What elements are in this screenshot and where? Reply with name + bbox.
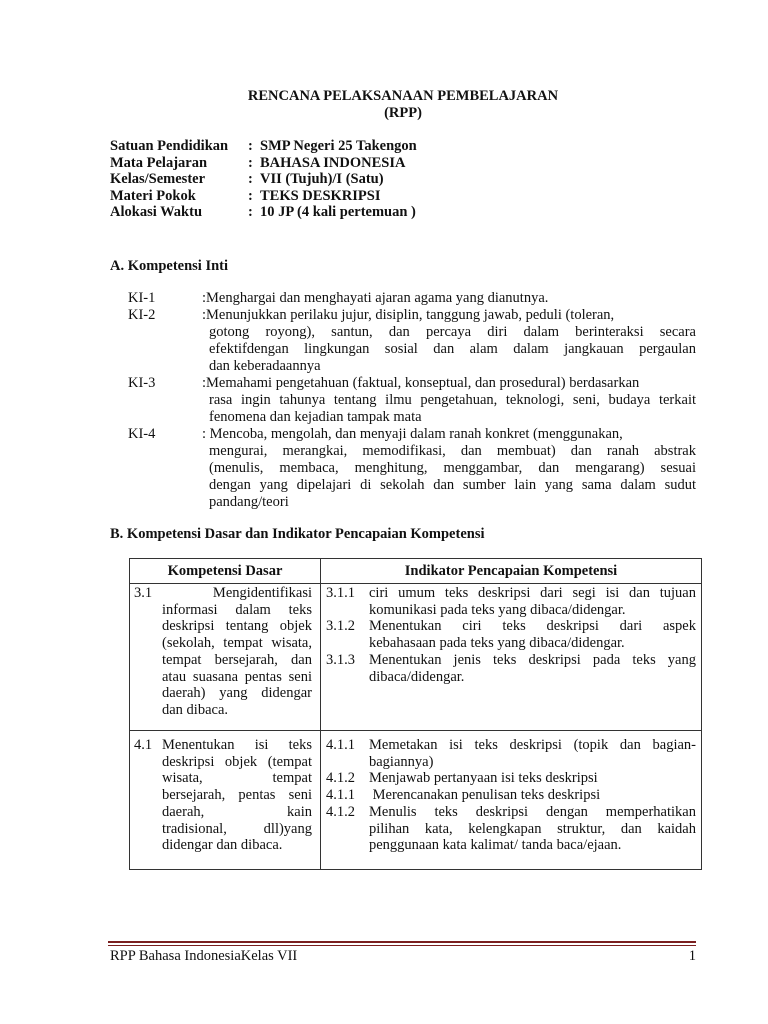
indicator-text-line: bagiannya) [369, 753, 434, 770]
ki-text-line: (menulis, membaca, menghitung, menggambar, dan mengarang) sesuai [209, 460, 696, 476]
indicator-number: 3.1.3 [326, 651, 355, 668]
indicator-text-line: ciri umum teks deskripsi dari segi isi dan tujuan [369, 585, 696, 601]
footer-rule [108, 941, 696, 943]
identity-block [110, 138, 417, 221]
indicator-item [326, 585, 696, 618]
identity-label: Alokasi Waktu [110, 204, 203, 221]
ki-code: KI-4 [128, 426, 156, 442]
indicator-list [326, 737, 696, 854]
identity-row [110, 171, 417, 188]
kd-number: 3.1 [134, 585, 153, 601]
ki-text-line: dan keberadaannya [209, 358, 321, 374]
table-header-kd: Kompetensi Dasar [167, 563, 283, 579]
kd-text-line: atau suasana pentas seni [162, 668, 312, 685]
kd-text-line: deskripsi objek (tempat [162, 753, 312, 770]
table-row-divider [130, 730, 701, 731]
identity-label: Kelas/Semester [110, 171, 206, 188]
identity-value: 10 JP (4 kali pertemuan ) [260, 204, 416, 221]
indicator-text-line: dibaca/didengar. [369, 668, 465, 685]
ki-text-line: dengan yang dipelajari di sekolah dan sumber lain yang sama dalam sudut [209, 477, 696, 493]
identity-label: Mata Pelajaran [110, 154, 208, 171]
kd-text-line: Menentukan isi teks [162, 737, 312, 753]
indicator-text-line: komunikasi pada teks yang dibaca/didengar. [369, 601, 626, 618]
kd-text-line: daerah, kain [162, 803, 312, 820]
kd-text-line: tradisional, dll)yang [162, 820, 312, 837]
ki-item [128, 290, 696, 307]
indicator-number: 4.1.1 [326, 787, 355, 804]
ki-item [128, 375, 696, 426]
table-row [130, 585, 320, 729]
indicator-item [326, 652, 696, 685]
footer-rule-thin [108, 945, 696, 946]
kd-text-line: bersejarah, pentas seni [162, 787, 312, 804]
identity-row [110, 138, 417, 155]
indicator-text-line: Memetakan isi teks deskripsi (topik dan bagian- [369, 737, 696, 753]
kd-text-line: wisata, tempat [162, 770, 312, 787]
identity-separator: : [248, 187, 253, 204]
kd-text-line: didengar dan dibaca. [162, 837, 283, 854]
ki-text-line: pandang/teori [209, 494, 289, 510]
indicator-item [326, 787, 696, 804]
section-a-heading: A. Kompetensi Inti [110, 258, 229, 274]
table-row [130, 737, 320, 867]
indicator-item [326, 804, 696, 854]
indicator-text-line: Merencanakan penulisan teks deskripsi [369, 787, 601, 804]
identity-label: Materi Pokok [110, 187, 196, 204]
indicator-number: 3.1.1 [326, 585, 355, 601]
ki-text-line: fenomena dan kejadian tampak mata [209, 409, 422, 425]
identity-value: SMP Negeri 25 Takengon [260, 138, 417, 154]
identity-separator: : [248, 171, 253, 188]
identity-row [110, 188, 417, 205]
indicator-text-line: Menentukan ciri teks deskripsi dari aspek [369, 618, 696, 635]
kd-text-line: daerah) yang didengar [162, 685, 312, 702]
identity-value: BAHASA INDONESIA [260, 154, 406, 171]
table-column-divider [320, 559, 321, 869]
indicator-list [326, 585, 696, 685]
indicator-number: 4.1.1 [326, 737, 355, 753]
identity-value: TEKS DESKRIPSI [260, 187, 381, 204]
identity-separator: : [248, 154, 253, 171]
indicator-item [326, 770, 696, 787]
page-number: 1 [688, 948, 696, 964]
ki-text-line: mengurai, merangkai, memodifikasi, dan membuat) dan ranah abstrak [209, 443, 696, 459]
indicator-text-line: penggunaan kata kalimat/ tanda baca/ejaan. [369, 837, 622, 854]
ki-text-line: efektifdengan lingkungan sosial dan alam dalam jangkauan pergaulan [209, 341, 696, 357]
ki-item [128, 307, 696, 375]
ki-text-line: rasa ingin tahunya tentang ilmu pengetahuan, teknologi, seni, budaya terkait [209, 392, 696, 408]
identity-value: VII (Tujuh)/I (Satu) [260, 171, 384, 188]
kd-number: 4.1 [134, 737, 153, 753]
ki-code: KI-3 [128, 375, 156, 391]
indicator-number: 4.1.2 [326, 770, 355, 787]
table-header-divider [130, 583, 701, 584]
indicator-text-line: pilihan kata, kelengkapan struktur, dan kaidah [369, 820, 696, 837]
identity-label: Satuan Pendidikan [110, 138, 229, 154]
identity-separator: : [248, 204, 253, 221]
identity-row [110, 155, 417, 172]
ki-text-line: :Menghargai dan menghayati ajaran agama yang dianutnya. [202, 290, 549, 306]
identity-row [110, 204, 417, 221]
indicator-text-line: kebahasaan pada teks yang dibaca/didengar. [369, 635, 625, 652]
indicator-number: 3.1.2 [326, 618, 355, 635]
document-title: RENCANA PELAKSANAAN PEMBELAJARAN [247, 88, 559, 104]
ki-code: KI-2 [128, 307, 156, 323]
identity-separator: : [248, 138, 253, 154]
indicator-item [326, 737, 696, 770]
document-subtitle: (RPP) [384, 105, 422, 121]
competency-table [129, 558, 702, 870]
indicator-text-line: Menentukan jenis teks deskripsi pada teks yang [369, 651, 696, 668]
ki-text-line: :Menunjukkan perilaku jujur, disiplin, tanggung jawab, peduli (toleran, [202, 307, 615, 323]
kd-text-line: dan dibaca. [162, 701, 229, 718]
kd-text-line: Mengidentifikasi [212, 585, 312, 601]
footer-text: RPP Bahasa IndonesiaKelas VII [110, 948, 298, 964]
indicator-text-line: Menulis teks deskripsi dengan memperhatikan [369, 803, 696, 820]
kd-text-line: deskripsi tentang objek [162, 618, 312, 635]
ki-text-line: :Memahami pengetahuan (faktual, konseptual, dan prosedural) berdasarkan [202, 375, 640, 391]
indicator-text-line: Menjawab pertanyaan isi teks deskripsi [369, 770, 598, 787]
ki-item [128, 426, 696, 511]
indicator-number: 4.1.2 [326, 803, 355, 820]
indicator-item [326, 618, 696, 651]
ki-text-line: : Mencoba, mengolah, dan menyaji dalam ranah konkret (menggunakan, [202, 426, 623, 442]
section-b-heading: B. Kompetensi Dasar dan Indikator Pencapaian Kompetensi [110, 526, 485, 542]
ki-code: KI-1 [128, 290, 156, 306]
ki-text-line: gotong royong), santun, dan percaya diri dalam berinteraksi secara [209, 324, 696, 340]
table-header-indicator: Indikator Pencapaian Kompetensi [404, 563, 618, 579]
kd-text-line: informasi dalam teks [162, 601, 312, 618]
kd-text-line: (sekolah, tempat wisata, [162, 635, 312, 652]
kd-text-line: tempat bersejarah, dan [162, 651, 312, 668]
